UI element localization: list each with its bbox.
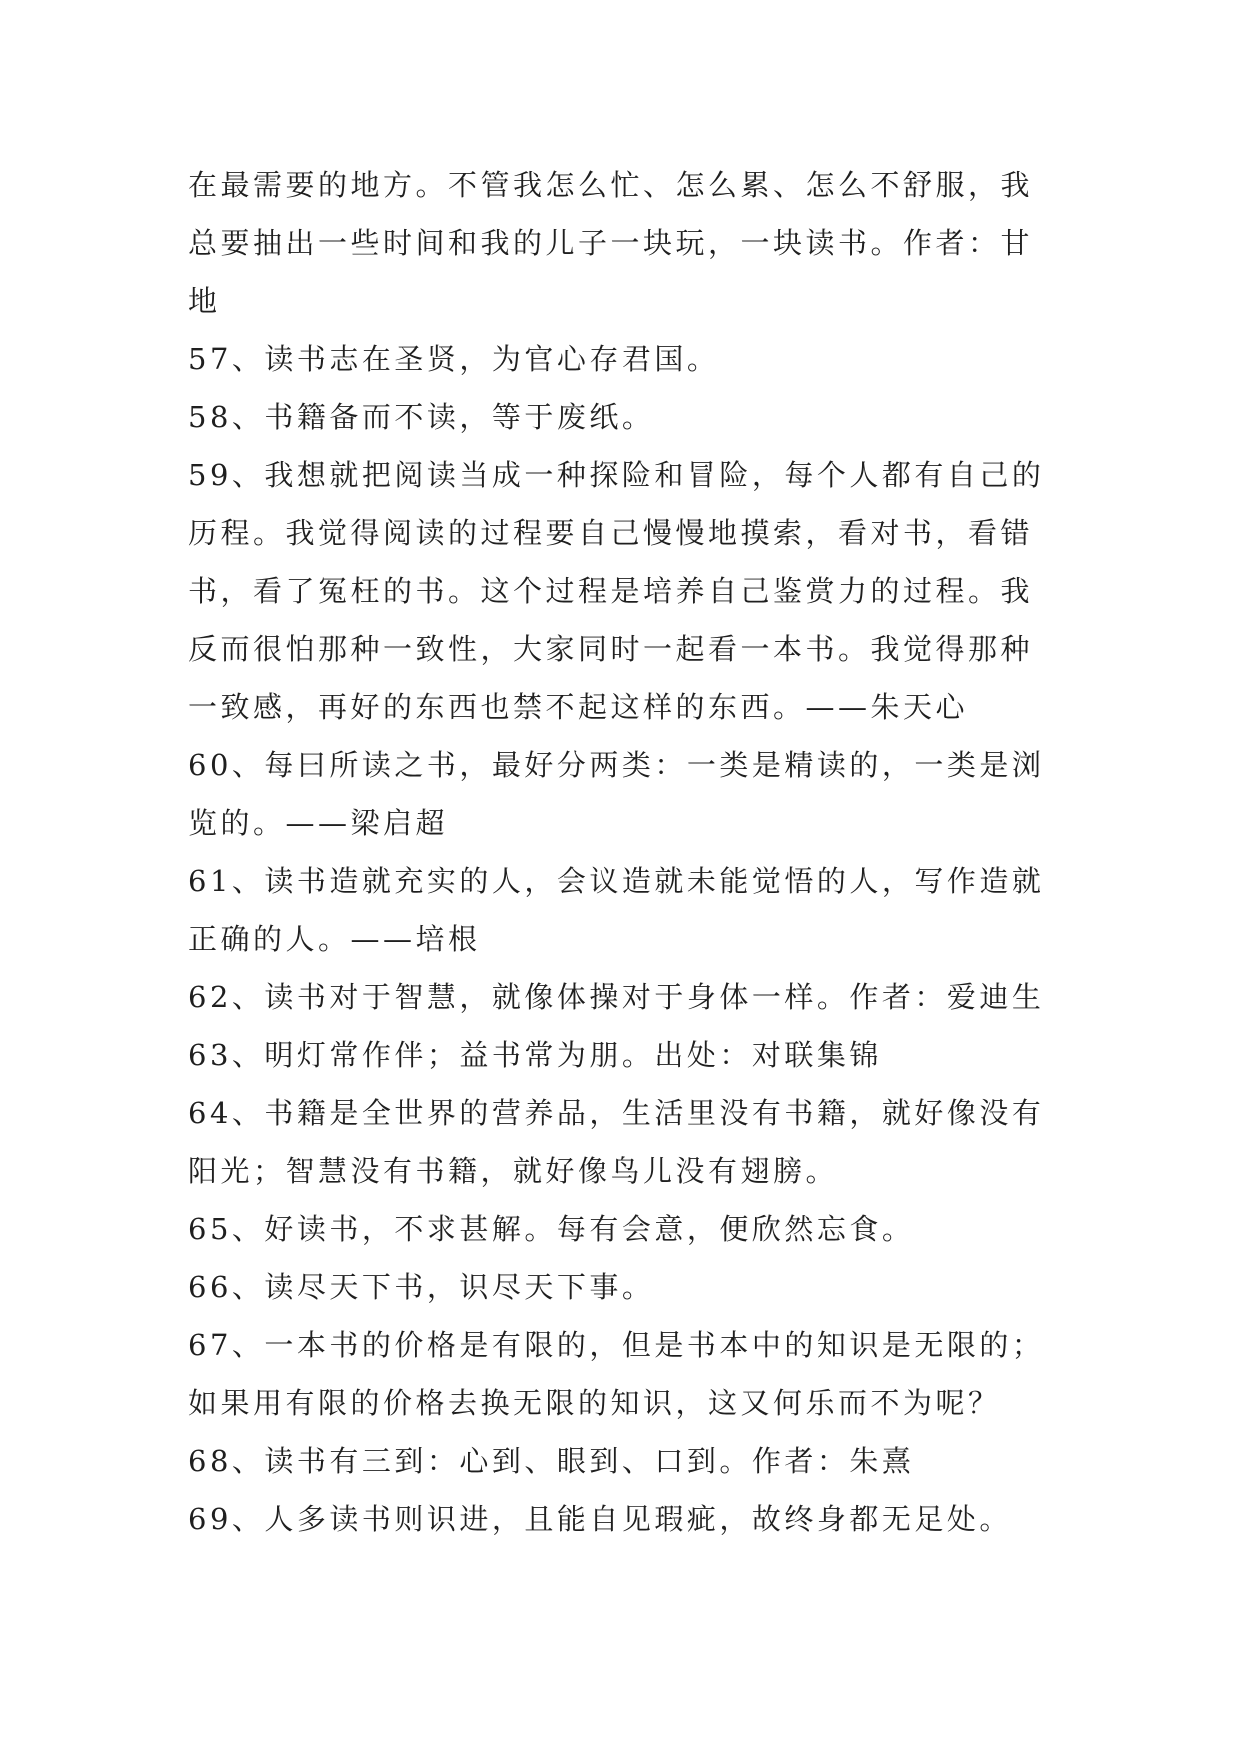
text-line: 69、人多读书则识进，且能自见瑕疵，故终身都无足处。 [188,1502,1012,1536]
text-line: 反而很怕那种一致性，大家同时一起看一本书。我觉得那种 [188,632,1034,666]
text-line: 60、每曰所读之书，最好分两类：一类是精读的，一类是浏 [188,748,1045,782]
document-body [188,156,1058,1548]
text-line: 68、读书有三到：心到、眼到、口到。作者：朱熹 [188,1444,915,1478]
text-line: 67、一本书的价格是有限的，但是书本中的知识是无限的； [188,1328,1045,1362]
text-line: 一致感，再好的东西也禁不起这样的东西。——朱天心 [188,690,969,724]
text-line: 63、明灯常作伴；益书常为朋。出处：对联集锦 [188,1038,882,1072]
text-line: 64、书籍是全世界的营养品，生活里没有书籍，就好像没有 [188,1096,1045,1130]
text-line: 正确的人。——培根 [188,922,481,956]
text-line: 总要抽出一些时间和我的儿子一块玩，一块读书。作者：甘 [188,226,1034,260]
text-line: 58、书籍备而不读，等于废纸。 [188,400,655,434]
text-line: 62、读书对于智慧，就像体操对于身体一样。作者：爱迪生 [188,980,1045,1014]
text-line: 阳光；智慧没有书籍，就好像鸟儿没有翅膀。 [188,1154,839,1188]
text-line: 在最需要的地方。不管我怎么忙、怎么累、怎么不舒服，我 [188,168,1034,202]
text-line: 书，看了冤枉的书。这个过程是培养自己鉴赏力的过程。我 [188,574,1034,608]
text-line: 66、读尽天下书，识尽天下事。 [188,1270,655,1304]
text-line: 65、好读书，不求甚解。每有会意，便欣然忘食。 [188,1212,915,1246]
text-line: 61、读书造就充实的人，会议造就未能觉悟的人，写作造就 [188,864,1045,898]
text-line: 59、我想就把阅读当成一种探险和冒险，每个人都有自己的 [188,458,1045,492]
text-line: 览的。——梁启超 [188,806,449,840]
text-line: 历程。我觉得阅读的过程要自己慢慢地摸索，看对书，看错 [188,516,1034,550]
text-line: 如果用有限的价格去换无限的知识，这又何乐而不为呢？ [188,1386,1001,1420]
text-line: 地 [188,284,221,318]
text-line: 57、读书志在圣贤，为官心存君国。 [188,342,720,376]
